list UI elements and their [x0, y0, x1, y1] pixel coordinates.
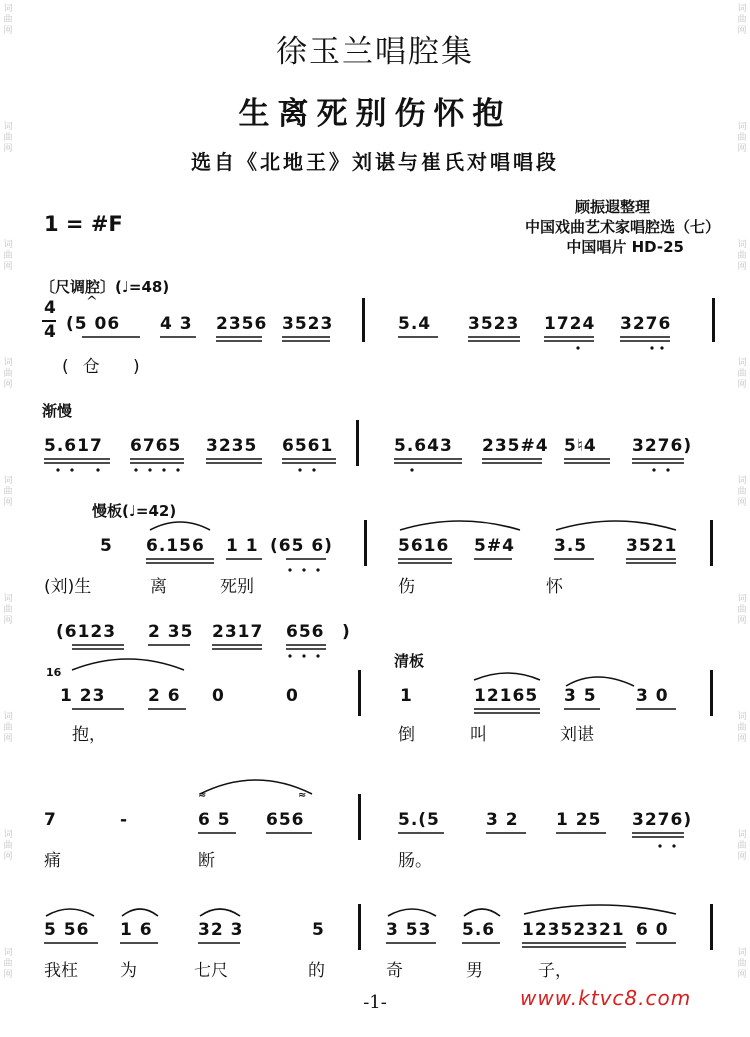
note-group: 3521 — [626, 536, 678, 556]
lyric: 刘谌 — [560, 725, 594, 745]
note-group: 2 6 — [148, 686, 181, 706]
note-group: 5 — [100, 536, 113, 556]
lyric: 我枉 — [44, 961, 78, 981]
key-signature: 1 = #F — [44, 212, 123, 236]
watermark-right-5: 词 曲 网 — [737, 476, 747, 508]
note-group: 2317 — [212, 622, 264, 642]
note-group: 5.643 — [394, 436, 453, 456]
bar-line — [710, 520, 713, 566]
ornament-mark: ≈ — [298, 790, 307, 801]
time-signature-bottom: 4 — [44, 322, 56, 342]
note-group: - — [120, 810, 129, 830]
note-group: 3 53 — [386, 920, 432, 940]
bar-line — [710, 670, 713, 716]
note-group: 6765 — [130, 436, 182, 456]
note-group: 656 — [286, 622, 325, 642]
note-group: 6561 — [282, 436, 334, 456]
watermark-left-5: 词 曲 网 — [3, 476, 13, 508]
site-watermark-text: www.ktvc8.com — [520, 986, 692, 1010]
collection-title: 徐玉兰唱腔集 — [276, 34, 474, 70]
note-group: 5 56 — [44, 920, 90, 940]
watermark-left-6: 词 曲 网 — [3, 594, 13, 626]
note-group: 4 3 — [160, 314, 193, 334]
note-group: 5.6 — [462, 920, 496, 940]
note-group: 3276) — [632, 810, 693, 830]
note-group: 6 0 — [636, 920, 669, 940]
watermark-right-3: 词 曲 网 — [737, 240, 747, 272]
bar-line — [364, 520, 367, 566]
lyric: 子， — [538, 961, 572, 981]
note-group: 12165 — [474, 686, 539, 706]
lyric: 为 — [120, 961, 137, 981]
note-group: 7 — [44, 810, 57, 830]
note-group: 1 6 — [120, 920, 153, 940]
credit-record: 中国唱片 HD-25 — [566, 238, 684, 256]
note-group: 3235 — [206, 436, 258, 456]
bar-line — [358, 794, 361, 840]
lyric: 痛 — [44, 851, 61, 871]
intro-marking: 〔尺调腔〕(♩=48) — [40, 278, 170, 296]
watermark-left-1: 词 曲 网 — [3, 4, 13, 36]
watermark-left-2: 词 曲 网 — [3, 122, 13, 154]
bar-line — [712, 298, 715, 342]
note-group: 3.5 — [554, 536, 588, 556]
lyric: 男 — [466, 961, 483, 981]
note-group: (5 06 — [66, 314, 121, 334]
watermark-right-6: 词 曲 网 — [737, 594, 747, 626]
note-group: 1 25 — [556, 810, 602, 830]
lyric: 的 — [308, 961, 325, 981]
bar-line — [358, 904, 361, 950]
watermark-left-9: 词 曲 网 — [3, 948, 13, 980]
watermark-right-2: 词 曲 网 — [737, 122, 747, 154]
watermark-right-7: 词 曲 网 — [737, 712, 747, 744]
note-group: 5♮4 — [564, 436, 597, 456]
lyric: 肠。 — [398, 851, 432, 871]
grace-note: 16 — [46, 666, 62, 679]
note-group: 12352321 — [522, 920, 625, 940]
tempo-marking: 慢板(♩=42) — [92, 502, 177, 520]
note-group: (6123 — [56, 622, 117, 642]
lyric: 奇 — [386, 961, 403, 981]
note-group: 1 — [400, 686, 413, 706]
note-group: 32 3 — [198, 920, 244, 940]
note-group: (65 6) — [270, 536, 333, 556]
note-group: 2 35 — [148, 622, 194, 642]
note-group: 3276) — [632, 436, 693, 456]
note-group: 1724 — [544, 314, 596, 334]
lyric: 断 — [198, 851, 215, 871]
lyric: 抱， — [72, 725, 106, 745]
lyric: 死别 — [220, 577, 254, 597]
note-group: 6.156 — [146, 536, 205, 556]
note-group: 5.(5 — [398, 810, 440, 830]
watermark-left-8: 词 曲 网 — [3, 830, 13, 862]
watermark-left-4: 词 曲 网 — [3, 358, 13, 390]
lyric: 怀 — [546, 577, 563, 597]
watermark-right-9: 词 曲 网 — [737, 948, 747, 980]
bar-line — [358, 670, 361, 716]
credit-arranger: 顾振遐整理 — [574, 198, 650, 216]
lyric: 倒 — [398, 725, 415, 745]
credit-collection: 中国戏曲艺术家唱腔选（七） — [524, 218, 720, 236]
note-group: 3276 — [620, 314, 672, 334]
note-group: 235#4 — [482, 436, 549, 456]
bar-line — [710, 904, 713, 950]
note-group: 0 — [286, 686, 299, 706]
ornament-mark: ≈ — [198, 790, 207, 801]
note-group: 5.617 — [44, 436, 103, 456]
time-signature-top: 4 — [44, 298, 56, 318]
aria-source: 选自《北地王》刘谌与崔氏对唱唱段 — [191, 150, 559, 174]
note-group: 3 0 — [636, 686, 669, 706]
lyric: (刘)生 — [44, 577, 92, 597]
watermark-right-8: 词 曲 网 — [737, 830, 747, 862]
tempo-marking: 渐慢 — [42, 402, 73, 420]
note-group: 5.4 — [398, 314, 432, 334]
watermark-left-7: 词 曲 网 — [3, 712, 13, 744]
note-group: 656 — [266, 810, 305, 830]
lyric: 离 — [150, 577, 167, 597]
site-watermark — [520, 986, 691, 1010]
note-group: 3 2 — [486, 810, 519, 830]
note-group: 3523 — [468, 314, 520, 334]
note-group: 5 — [312, 920, 325, 940]
watermark-left-3: 词 曲 网 — [3, 240, 13, 272]
note-group: 0 — [212, 686, 225, 706]
bar-line — [362, 298, 365, 342]
note-group: 5#4 — [474, 536, 515, 556]
note-group: 1 23 — [60, 686, 106, 706]
lyric: 七尺 — [194, 961, 228, 981]
bar-line — [356, 420, 359, 466]
watermark-right-1: 词 曲 网 — [737, 4, 747, 36]
note-group: 6 5 — [198, 810, 231, 830]
tempo-marking: 清板 — [394, 652, 425, 670]
note-group: 3523 — [282, 314, 334, 334]
note-group: 1 1 — [226, 536, 259, 556]
lyric: (仓 ) — [62, 357, 154, 377]
note-group: 5616 — [398, 536, 450, 556]
lyric: 叫 — [470, 725, 487, 745]
note-group: ) — [342, 622, 351, 642]
note-group: 2356 — [216, 314, 268, 334]
aria-title: 生离死别伤怀抱 — [238, 96, 512, 132]
watermark-right-4: 词 曲 网 — [737, 358, 747, 390]
accent-mark: ^ — [86, 294, 98, 310]
page-number: -1- — [363, 992, 387, 1013]
note-group: 3 5 — [564, 686, 597, 706]
lyric: 伤 — [398, 577, 415, 597]
